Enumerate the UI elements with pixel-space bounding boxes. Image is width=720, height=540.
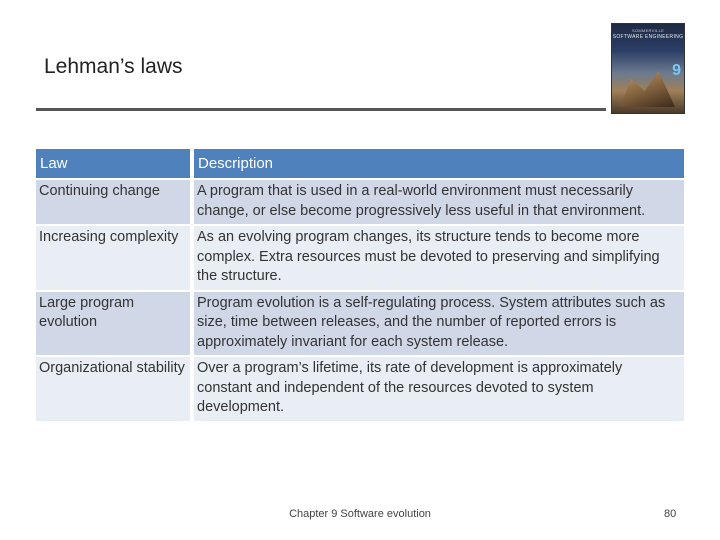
law-description: As an evolving program changes, its structure tends to become more complex. Extra resources must be devoted to preserving and simplifying the structure. [194,226,684,290]
header-description: Description [194,149,684,178]
law-description: Program evolution is a self-regulating process. System attributes such as size, time between releases, and the number of reported errors is approximately invariant for each system release. [194,292,684,356]
lehmans-laws-table [36,147,684,423]
table-row [36,226,684,290]
law-description: A program that is used in a real-world environment must necessarily change, or else become progressively less useful in that environment. [194,180,684,224]
law-name: Large program evolution [36,292,194,356]
law-name: Organizational stability [36,357,194,421]
book-cover-title: SOFTWARE ENGINEERING [612,34,684,40]
table-header-row [36,149,684,178]
law-name: Increasing complexity [36,226,194,290]
law-name: Continuing change [36,180,194,224]
header-law: Law [36,149,194,178]
slide-title: Lehman’s laws [44,55,183,78]
book-cover-artwork [620,67,675,107]
title-divider [36,108,606,111]
law-description: Over a program’s lifetime, its rate of development is approximately constant and independent of the resources devoted to system development. [194,357,684,421]
book-cover-image [611,23,685,114]
table-row [36,180,684,224]
slide-footer: Chapter 9 Software evolution [289,508,431,520]
book-cover-edition: 9 [672,62,681,79]
book-cover-author: SOMMERVILLE [631,28,665,33]
table-row [36,292,684,356]
table-row [36,357,684,421]
page-number: 80 [664,508,677,520]
